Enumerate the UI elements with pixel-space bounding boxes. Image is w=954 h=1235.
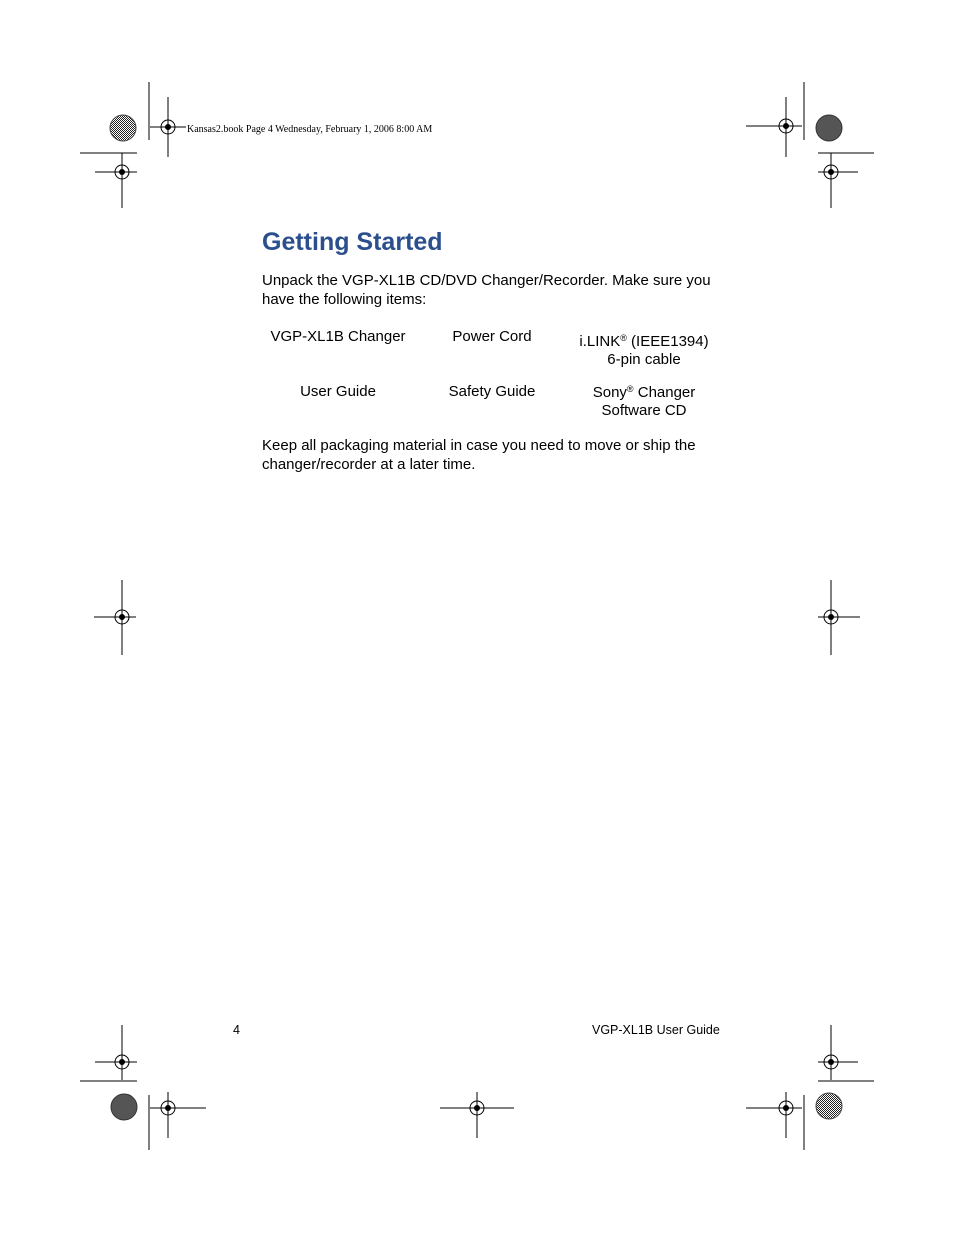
color-bar-icon xyxy=(816,115,842,141)
registration-target-icon xyxy=(440,1092,514,1138)
item-label: VGP-XL1B Changer xyxy=(270,328,406,345)
registered-mark: ® xyxy=(626,384,634,394)
page-title: Getting Started xyxy=(262,228,443,256)
registration-target-icon xyxy=(95,157,137,188)
registration-target-icon xyxy=(818,580,860,655)
item-changer xyxy=(262,328,414,346)
packaging-note: Keep all packaging material in case you need to move or ship the changer/recorder at a later time. xyxy=(262,437,696,473)
item-label: (IEEE1394) xyxy=(626,333,709,350)
registration-target-icon xyxy=(94,580,136,655)
registration-target-icon xyxy=(150,1092,206,1138)
item-label-line2: Software CD xyxy=(601,402,687,419)
registration-target-icon xyxy=(818,157,858,188)
color-bar-icon xyxy=(111,1094,137,1120)
item-label-line2: 6-pin cable xyxy=(607,351,681,368)
item-user-guide xyxy=(262,383,414,401)
registration-target-icon xyxy=(95,1048,137,1076)
item-power-cord xyxy=(430,328,554,346)
intro-paragraph: Unpack the VGP-XL1B CD/DVD Changer/Recorder. Make sure you have the following items: xyxy=(262,272,711,308)
registration-target-icon xyxy=(150,97,186,157)
footer-guide-name: VGP-XL1B User Guide xyxy=(592,1023,720,1037)
color-bar-icon xyxy=(110,115,136,141)
color-bar-icon xyxy=(816,1093,842,1119)
item-software-cd xyxy=(568,384,720,420)
item-label: i.LINK xyxy=(579,333,621,350)
item-label: Safety Guide xyxy=(448,383,536,400)
page-number: 4 xyxy=(233,1023,240,1037)
registration-target-icon xyxy=(746,1092,802,1138)
item-label: Sony xyxy=(592,384,627,401)
item-label: Changer xyxy=(633,384,696,401)
item-safety-guide xyxy=(430,383,554,401)
registration-target-icon xyxy=(818,1048,858,1076)
registered-mark: ® xyxy=(620,333,627,343)
item-label: User Guide xyxy=(300,383,376,400)
print-slug: Kansas2.book Page 4 Wednesday, February 1, 2006 8:00 AM xyxy=(187,124,433,135)
registration-target-icon xyxy=(746,97,802,157)
item-label: Power Cord xyxy=(452,328,532,345)
item-ilink-cable xyxy=(568,333,720,369)
